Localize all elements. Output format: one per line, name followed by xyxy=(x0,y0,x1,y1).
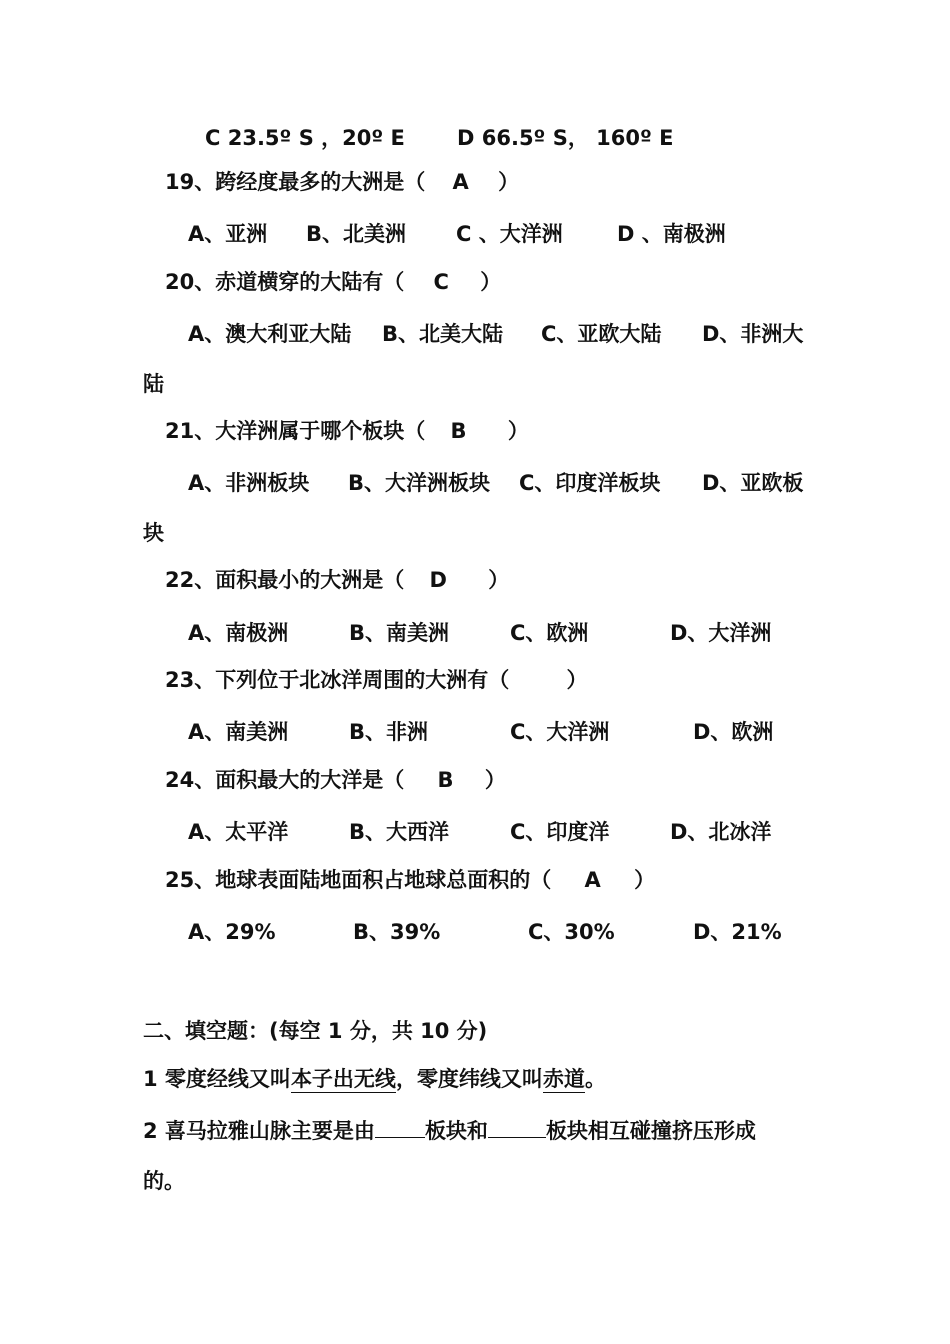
q25-close-paren: ） xyxy=(634,868,656,892)
q19-option-a: A、亚洲 xyxy=(188,222,268,246)
question-21 xyxy=(165,417,529,445)
fill1-suffix: 。 xyxy=(584,1067,606,1091)
question-20 xyxy=(165,268,501,296)
q22-option-b: B、南美洲 xyxy=(349,621,450,645)
q20-stem: 20、赤道横穿的大陆有（ xyxy=(165,270,405,294)
fill2-middle-1: 板块和 xyxy=(424,1119,488,1143)
q21-option-d: D、亚欧板 xyxy=(702,471,804,495)
fill2-blank-1[interactable] xyxy=(375,1115,425,1138)
q22-answer: D xyxy=(429,568,447,592)
q21-close-paren: ） xyxy=(507,419,529,443)
fill-question-2 xyxy=(143,1115,756,1143)
fill2-prefix: 2 喜马拉雅山脉主要是由 xyxy=(143,1119,375,1143)
q21-option-a: A、非洲板块 xyxy=(188,471,310,495)
q24-stem: 24、面积最大的大洋是（ xyxy=(165,768,405,792)
q20-answer: C xyxy=(433,270,449,294)
q25-option-c: C、30% xyxy=(528,920,615,944)
q21-option-c: C、印度洋板块 xyxy=(519,471,661,495)
q24-answer: B xyxy=(437,768,454,792)
q22-stem: 22、面积最小的大洲是（ xyxy=(165,568,405,592)
q20-option-b: B、北美大陆 xyxy=(382,322,504,346)
q23-option-a: A、南美洲 xyxy=(188,720,289,744)
q19-option-b: B、北美洲 xyxy=(306,222,407,246)
q18-option-c: C 23.5º S ，20º E xyxy=(205,126,405,150)
q21-option-b: B、大洋洲板块 xyxy=(348,471,491,495)
q24-option-a: A、太平洋 xyxy=(188,820,289,844)
q22-option-d: D、大洋洲 xyxy=(670,621,772,645)
q23-option-c: C、大洋洲 xyxy=(510,720,610,744)
fill2-middle-2: 板块相互碰撞挤压形成 xyxy=(545,1119,756,1143)
q19-stem: 19、跨经度最多的大洲是（ xyxy=(165,170,426,194)
q18-option-d: D 66.5º S， 160º E xyxy=(457,126,674,150)
fill-question-1 xyxy=(143,1065,606,1101)
q25-option-b: B、39% xyxy=(353,920,441,944)
q24-option-c: C、印度洋 xyxy=(510,820,610,844)
q25-stem: 25、地球表面陆地面积占地球总面积的（ xyxy=(165,868,552,892)
q20-close-paren: ） xyxy=(480,270,502,294)
question-19 xyxy=(165,168,519,196)
q21-stem: 21、大洋洲属于哪个板块（ xyxy=(165,419,426,443)
q23-option-d: D、欧洲 xyxy=(693,720,774,744)
q22-option-a: A、南极洲 xyxy=(188,621,289,645)
q19-close-paren: ） xyxy=(498,170,520,194)
q24-option-d: D、北冰洋 xyxy=(670,820,772,844)
question-23 xyxy=(165,666,588,694)
q22-close-paren: ） xyxy=(488,568,510,592)
fill1-prefix: 1 零度经线又叫 xyxy=(143,1067,291,1091)
question-24 xyxy=(165,766,506,794)
question-22 xyxy=(165,566,509,594)
q22-option-c: C、欧洲 xyxy=(510,621,589,645)
q23-stem: 23、下列位于北冰洋周围的大洲有（ xyxy=(165,668,510,692)
q19-option-d: D 、南极洲 xyxy=(617,222,726,246)
fill1-answer-1: 本子出无线 xyxy=(290,1067,396,1091)
q25-option-a: A、29% xyxy=(188,920,276,944)
question-25 xyxy=(165,866,655,894)
q20-option-c: C、亚欧大陆 xyxy=(541,322,662,346)
q20-option-d: D、非洲大 xyxy=(702,322,804,346)
q20-option-a: A、澳大利亚大陆 xyxy=(188,322,352,346)
q25-option-d: D、21% xyxy=(693,920,782,944)
q24-option-b: B、大西洋 xyxy=(349,820,450,844)
q19-answer: A xyxy=(452,170,469,194)
fill2-wrap: 的。 xyxy=(143,1169,185,1193)
q23-option-b: B、非洲 xyxy=(349,720,429,744)
q19-option-c: C 、大洋洲 xyxy=(456,222,563,246)
q25-answer: A xyxy=(584,868,601,892)
fill2-blank-2[interactable] xyxy=(488,1115,546,1138)
q20-option-d-wrap: 陆 xyxy=(143,372,164,396)
fill1-answer-2: 赤道 xyxy=(542,1067,585,1091)
section-2-heading: 二、填空题：(每空 1 分，共 10 分) xyxy=(143,1019,488,1043)
fill1-middle: ，零度纬线又叫 xyxy=(395,1067,543,1091)
q23-close-paren: ） xyxy=(566,668,588,692)
q24-close-paren: ） xyxy=(484,768,506,792)
q21-answer: B xyxy=(450,419,467,443)
q21-option-d-wrap: 块 xyxy=(143,521,164,545)
